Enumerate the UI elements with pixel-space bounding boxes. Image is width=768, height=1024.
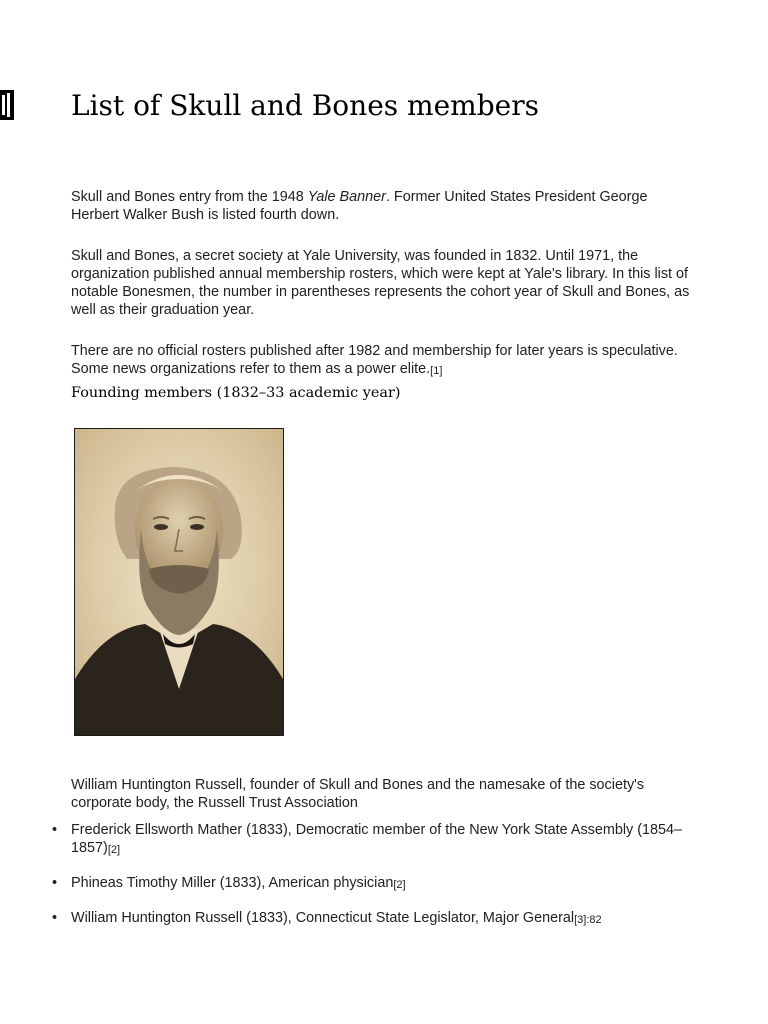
rosters-paragraph bbox=[71, 342, 691, 378]
citation-link[interactable]: [1] bbox=[430, 365, 443, 377]
sidebar-toggle-bar bbox=[2, 95, 5, 115]
banner-image-caption bbox=[71, 188, 691, 224]
intro-paragraph: Skull and Bones, a secret society at Yale University, was founded in 1832. Until 1971, the organization published annual membership rosters, which were kept at Yale's library. In this list of notable Bonesmen, the number in parentheses represents the cohort year of Skull and Bones, as well as their graduation year. bbox=[71, 248, 690, 318]
bullet-icon: • bbox=[52, 822, 58, 838]
bullet-icon: • bbox=[52, 875, 58, 891]
rosters-paragraph-text: There are no official rosters published after 1982 and membership for later years is speculative. Some news organizations refer to them as a power elite. bbox=[71, 343, 678, 377]
citation-link[interactable]: [3]:82 bbox=[574, 914, 602, 926]
article-body bbox=[71, 188, 691, 402]
sidebar-toggle-icon[interactable] bbox=[0, 90, 14, 120]
portrait-photo bbox=[75, 429, 283, 735]
banner-caption-end: . Former United States President George Herbert Walker Bush is listed fourth down. bbox=[71, 189, 648, 223]
list-item bbox=[0, 874, 700, 892]
citation-link[interactable]: [2] bbox=[393, 879, 406, 891]
sidebar-toggle-bar bbox=[7, 93, 10, 117]
page-title: List of Skull and Bones members bbox=[71, 89, 539, 122]
yale-banner-title: Yale Banner bbox=[307, 189, 386, 205]
section-heading: Founding members (1832–33 academic year) bbox=[71, 385, 401, 401]
member-description: Phineas Timothy Miller (1833), American physician bbox=[71, 875, 394, 891]
bullet-icon: • bbox=[52, 910, 58, 926]
list-item bbox=[0, 821, 700, 857]
member-description: William Huntington Russell (1833), Connecticut State Legislator, Major General bbox=[71, 910, 575, 926]
members-list bbox=[0, 821, 700, 944]
list-item bbox=[0, 909, 700, 927]
citation-link[interactable]: [2] bbox=[107, 844, 121, 856]
banner-caption-start: Skull and Bones entry from the 1948 bbox=[71, 189, 308, 205]
portrait-image[interactable] bbox=[74, 428, 284, 736]
member-description: Frederick Ellsworth Mather (1833), Democratic member of the New York State Assembly (1854–1857) bbox=[71, 822, 683, 856]
portrait-caption: William Huntington Russell, founder of Skull and Bones and the namesake of the society's corporate body, the Russell Trust Association bbox=[71, 777, 645, 812]
